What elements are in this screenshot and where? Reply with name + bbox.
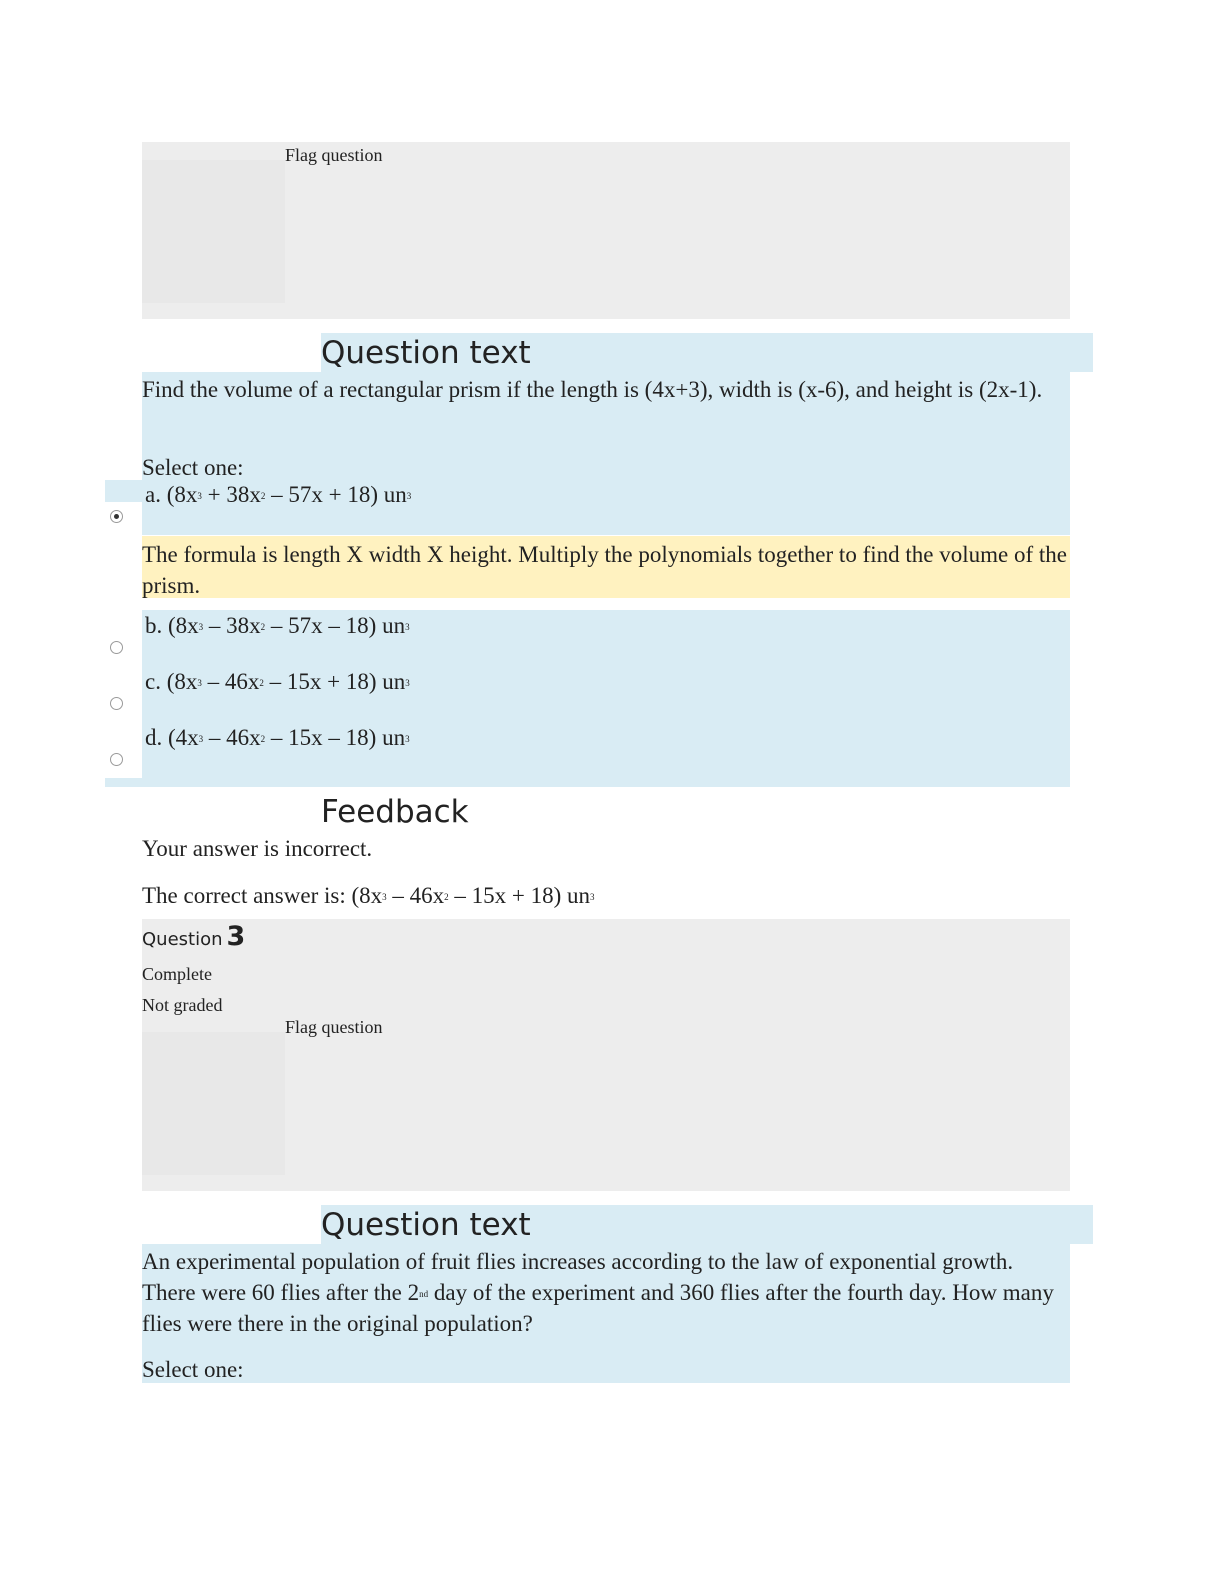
select-one-label-3: Select one: [142,1357,244,1382]
answer-option-b[interactable] [145,610,410,641]
answer-option-d[interactable] [145,722,410,753]
question-text: Find the volume of a rectangular prism if the length is (4x+3), width is (x-6), and height is (2x-1). [142,377,1043,402]
radio-button-c[interactable] [110,697,123,710]
question-state: Complete [142,964,212,984]
answer-option-a[interactable] [145,479,411,510]
flag-question-link-3[interactable]: Flag question [285,1017,383,1037]
question-grade: Not graded [142,995,223,1015]
radio-button-b[interactable] [110,641,123,654]
flag-icon-area [142,160,285,303]
option-letter: b. [145,613,163,638]
option-letter: d. [145,725,163,750]
answer-option-a-strip [105,480,145,502]
radio-button-a[interactable] [110,510,123,523]
option-text: $(4x^3 - 46x^2 - 15x - 18)$ $un^3$ [168,725,410,750]
question-number-label: Question [142,929,223,950]
specific-feedback: The formula is length X width X height. Multiply the polynomials together to find the volume of the prism. [142,542,1067,598]
question-text-3: An experimental population of fruit flies increases according to the law of exponential growth. There were 60 flies after the 2nd day of the experiment and 360 flies after the fourth day. How many flies were there in the original population? [142,1249,1054,1336]
flag-icon-area-3 [142,1032,285,1175]
question-number [142,921,245,955]
question-text-heading-3: Question text [321,1207,531,1243]
option-text: $(8x^3 + 38x^2 - 57x + 18)$ $un^3$ [166,482,412,507]
result-text: Your answer is incorrect. [142,836,373,861]
option-text: $(8x^3 - 46x^2 - 15x + 18)$ $un^3$ [166,669,410,694]
option-letter: a. [145,482,161,507]
question-number-value: 3 [226,921,246,952]
feedback-heading: Feedback [321,794,469,830]
question-text-heading: Question text [321,335,531,371]
select-one-label: Select one: [142,455,244,480]
answer-option-c[interactable] [145,666,410,697]
option-letter: c. [145,669,161,694]
correct-answer-text: The correct answer is: $(8x^3 - 46x^2 - 15x + 18)$ $un^3$ [142,883,595,908]
radio-button-d[interactable] [110,753,123,766]
flag-question-link[interactable]: Flag question [285,145,383,165]
answer-options-left-strip [105,778,145,787]
option-text: $(8x^3 - 38x^2 - 57x - 18)$ $un^3$ [168,613,410,638]
